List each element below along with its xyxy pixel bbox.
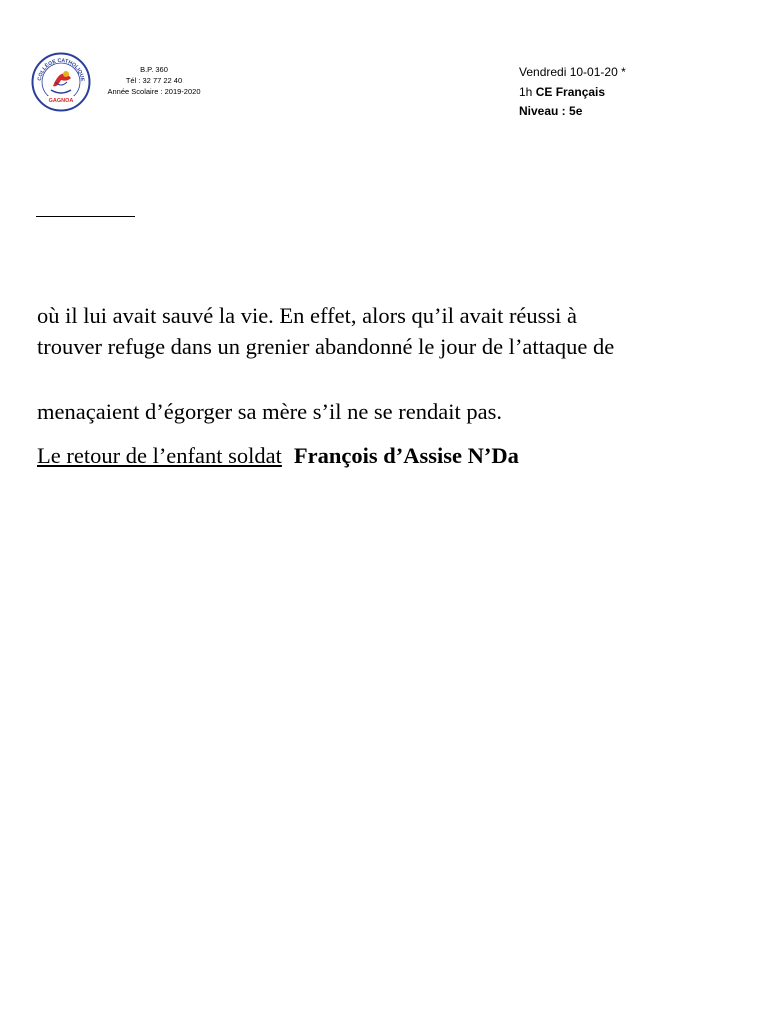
school-seal-icon [31, 52, 91, 112]
lesson-date: Vendredi 10-01-20 * [519, 65, 626, 79]
text-paragraph-1 [37, 300, 737, 362]
text-line: trouver refuge dans un grenier abandonné le jour de l’attaque de [37, 334, 615, 359]
lesson-course-line [519, 83, 626, 103]
source-author: François d’Assise N’Da [293, 443, 519, 468]
school-year: Année Scolaire : 2019-2020 [107, 87, 201, 96]
school-info [98, 64, 210, 97]
school-bp: B.P. 360 [140, 65, 168, 74]
school-logo [31, 52, 91, 112]
title-underline-rule [36, 216, 135, 217]
source-title: Le retour de l’enfant soldat [37, 443, 282, 468]
school-phone: Tél : 32 77 22 40 [125, 76, 183, 85]
text-paragraph-2 [37, 396, 737, 427]
lesson-level: Niveau : 5e [519, 104, 583, 118]
source-citation [37, 440, 737, 471]
lesson-meta [519, 63, 626, 122]
text-line: où il lui avait sauvé la vie. En effet, alors qu’il avait réussi à [37, 303, 578, 328]
lesson-duration: 1h [519, 84, 533, 99]
svg-text:COLLÈGE CATHOLIQUE FILLES SAIN: COLLÈGE CATHOLIQUE [36, 57, 86, 82]
svg-text:GAGNOA: GAGNOA [48, 98, 74, 104]
lesson-course: CE Français [535, 84, 606, 99]
text-line: menaçaient d’égorger sa mère s’il ne se rendait pas. [37, 399, 503, 424]
